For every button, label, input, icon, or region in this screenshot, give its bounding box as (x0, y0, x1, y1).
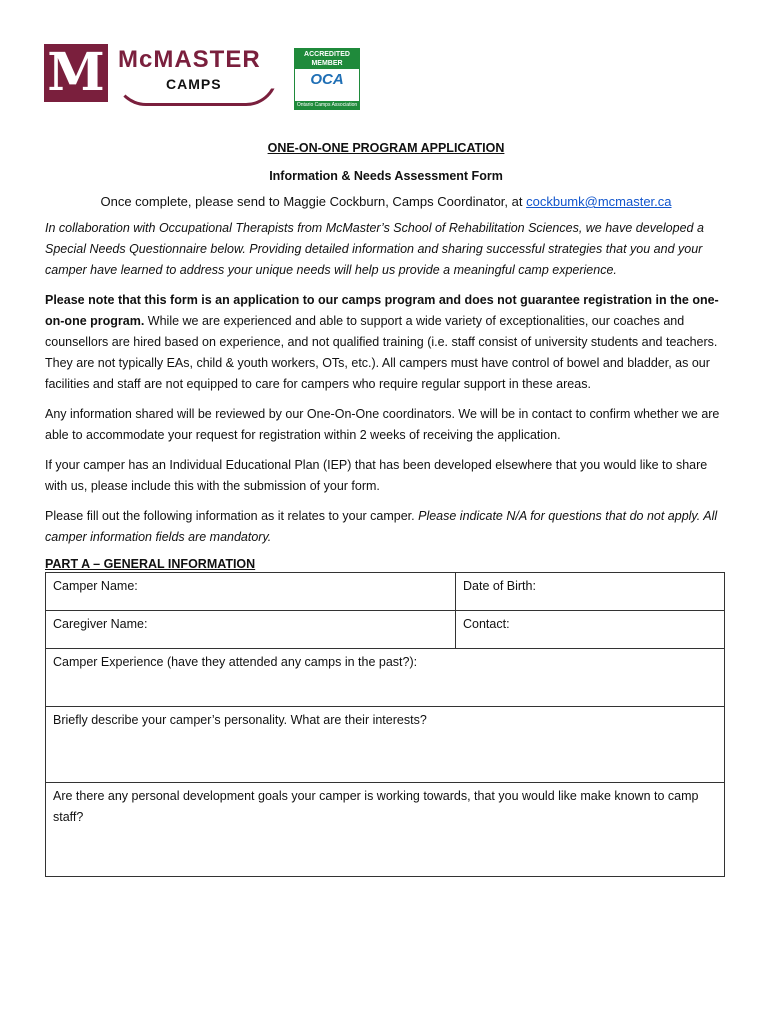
camper-name-field[interactable] (46, 573, 456, 611)
camper-name-label: Camper Name: (53, 579, 138, 593)
fill-italic: Please indicate N/A for questions that do not apply. All camper information fields are mandatory. (45, 509, 718, 544)
contact-label: Contact: (463, 617, 510, 631)
fill-plain: Please fill out the following information as it relates to your camper. (45, 509, 419, 523)
form-content (45, 138, 727, 877)
send-instructions (45, 192, 727, 212)
oca-accredited-logo (294, 48, 360, 110)
brand-name: McMASTER (118, 46, 261, 73)
form-title: ONE-ON-ONE PROGRAM APPLICATION (267, 141, 505, 155)
part-a-heading: PART A – GENERAL INFORMATION (45, 557, 256, 571)
camper-personality-field[interactable] (46, 707, 725, 783)
brand-camps: CAMPS (166, 76, 222, 92)
camper-experience-label: Camper Experience (have they attended any camps in the past?): (53, 655, 418, 669)
iep-paragraph: If your camper has an Individual Educational Plan (IEP) that has been developed elsewhere that you would like to share with us, please include this with the submission of your form. (45, 458, 708, 493)
m-crest (44, 44, 108, 102)
caregiver-name-field[interactable] (46, 611, 456, 649)
date-of-birth-field[interactable] (456, 573, 725, 611)
fill-paragraph (45, 506, 727, 548)
general-information-table (45, 572, 725, 877)
date-of-birth-label: Date of Birth: (463, 579, 536, 593)
m-letter: M (47, 42, 105, 103)
notice-rest: While we are experienced and able to support a wide variety of exceptionalities, our coaches and counsellors are hired based on experience, and not qualified training (i.e. staff consist of university students and teachers. They are not typically EAs, child & youth workers, OTs, etc.). All campers must have control of bowel and bladder, as our facilities and staff are not equipped to care for campers who require regular support in these areas. (45, 314, 718, 391)
contact-field[interactable] (456, 611, 725, 649)
oca-bottom-label: Ontario Camps Association (296, 102, 358, 108)
intro-paragraph: In collaboration with Occupational Therapists from McMaster’s School of Rehabilitation Sciences, we have developed a Special Needs Questionnaire below. Providing detailed information and sharing successful strategies that you and your camper have learned to address your unique needs will help us provide a meaningful camp experience. (45, 221, 704, 277)
form-subtitle: Information & Needs Assessment Form (269, 169, 503, 183)
development-goals-field[interactable] (46, 783, 725, 877)
review-paragraph: Any information shared will be reviewed by our One-On-One coordinators. We will be in contact to confirm whether we are able to accommodate your request for registration within 2 weeks of receiving the application. (45, 407, 720, 442)
oca-top-label: ACCREDITED MEMBER (295, 49, 359, 69)
caregiver-name-label: Caregiver Name: (53, 617, 148, 631)
development-goals-label: Are there any personal development goals your camper is working towards, that you would like make known to camp staff? (53, 789, 699, 824)
notice-paragraph (45, 290, 727, 395)
oca-mark: OCA (310, 71, 344, 88)
notice-bold: Please note that this form is an application to our camps program and does not guarantee registration in the one-on-one program. (45, 293, 719, 328)
camper-personality-label: Briefly describe your camper’s personality. What are their interests? (53, 713, 427, 727)
coordinator-email-link[interactable]: cockbumk@mcmaster.ca (526, 194, 672, 209)
send-prefix: Once complete, please send to Maggie Cockburn, Camps Coordinator, at (100, 194, 527, 209)
camper-experience-field[interactable] (46, 649, 725, 707)
